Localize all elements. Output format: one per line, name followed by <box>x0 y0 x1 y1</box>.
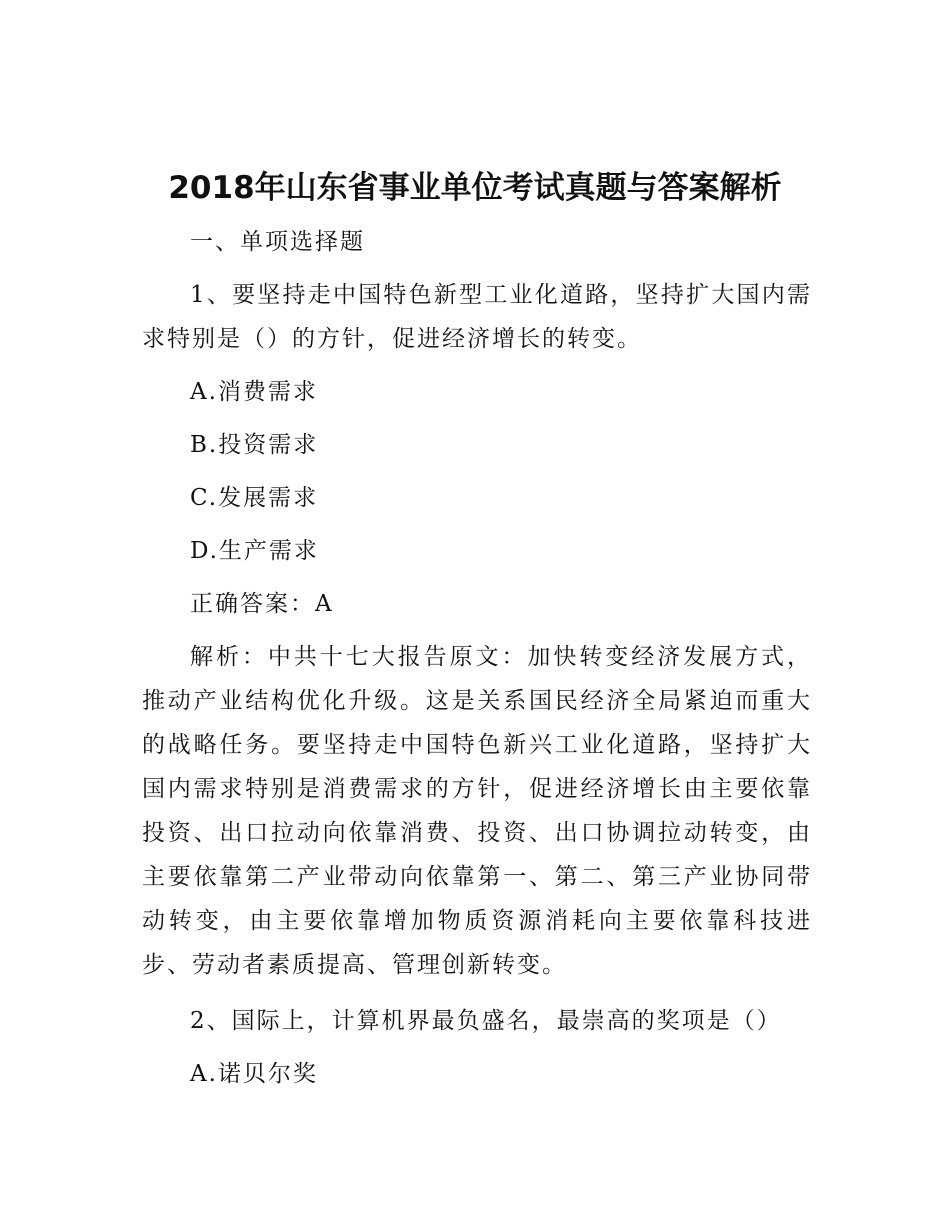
section-heading: 一、单项选择题 <box>190 229 365 255</box>
question-2-stem: 2、国际上，计算机界最负盛名，最崇高的奖项是（） <box>190 1008 782 1034</box>
question-1-option-c: C.发展需求 <box>190 485 319 511</box>
document-body <box>142 220 812 1096</box>
question-2-option-a: A.诺贝尔奖 <box>190 1061 318 1087</box>
question-1-option-b: B.投资需求 <box>190 432 319 458</box>
document-title: 2018年山东省事业单位考试真题与答案解析 <box>168 170 782 206</box>
question-1-analysis: 解析：中共十七大报告原文：加快转变经济发展方式，推动产业结构优化升级。这是关系国民经济全局紧迫而重大的战略任务。要坚持走中国特色新兴工业化道路，坚持扩大国内需求特别是消费需求的方针，促进经济增长由主要依靠投资、出口拉动向依靠消费、投资、出口协调拉动转变，由主要依靠第二产业带动向依靠第一、第二、第三产业协同带动转变，由主要依靠增加物质资源消耗向主要依靠科技进步、劳动者素质提高、管理创新转变。 <box>142 644 812 978</box>
question-1-stem: 1、要坚持走中国特色新型工业化道路，坚持扩大国内需求特别是（）的方针，促进经济增长的转变。 <box>142 282 812 352</box>
question-1-option-a: A.消费需求 <box>190 379 318 405</box>
question-1-option-d: D.生产需求 <box>190 538 319 564</box>
question-1-answer: 正确答案：A <box>190 591 334 617</box>
